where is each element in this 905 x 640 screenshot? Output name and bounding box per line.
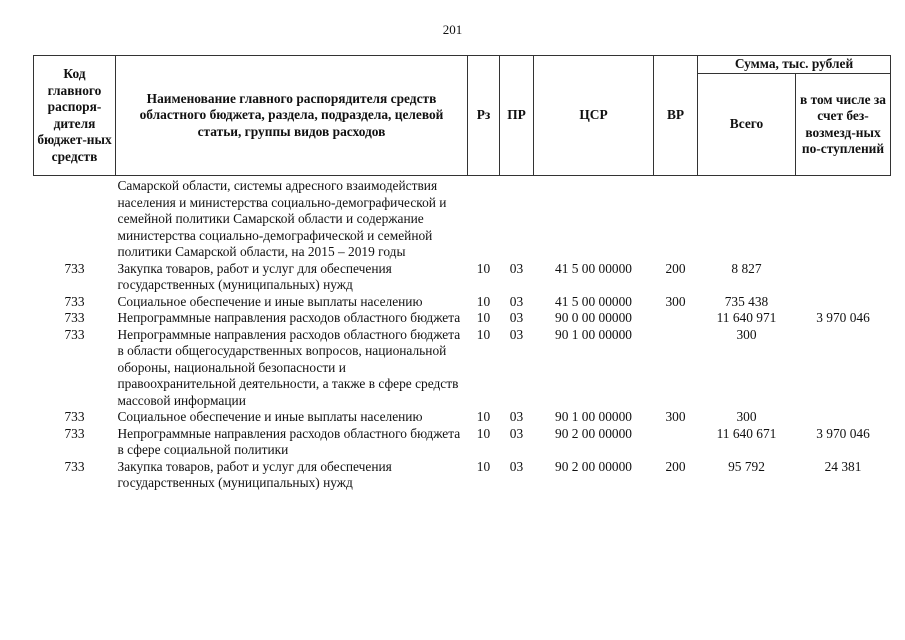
table-row: [34, 409, 891, 426]
cell-vr: 200: [665, 458, 686, 474]
header-pr: ПР: [500, 56, 534, 176]
cell-rz: [468, 178, 500, 261]
cell-including: 3 970 046: [816, 425, 870, 441]
cell-rz: 10: [476, 425, 491, 441]
cell-including: 3 970 046: [816, 310, 870, 325]
header-name: Наименование главного распорядителя средств областного бюджета, раздела, подраздела, целевой статьи, группы видов расходов: [116, 56, 468, 176]
cell-total: 735 438: [724, 293, 769, 309]
cell-csr: 90 1 00 00000: [555, 409, 632, 424]
header-including: в том числе за счет без-возмезд-ных по-ступлений: [796, 74, 891, 176]
cell-pr: 03: [509, 310, 524, 325]
cell-code: 733: [64, 409, 85, 424]
cell-vr: [654, 178, 698, 261]
cell-code: 733: [64, 293, 85, 309]
cell-name: Социальное обеспечение и иные выплаты населению: [117, 409, 423, 424]
cell-including: [796, 409, 891, 426]
cell-pr: 03: [509, 425, 524, 441]
cell-name: Непрограммные направления расходов областного бюджета в сфере социальной политики: [117, 425, 461, 457]
cell-rz: 10: [476, 458, 491, 474]
cell-including: [796, 327, 891, 410]
cell-pr: 03: [509, 260, 524, 276]
cell-pr: 03: [509, 409, 524, 424]
cell-total: [698, 178, 796, 261]
cell-code: 733: [64, 458, 85, 474]
cell-total: 11 640 671: [716, 425, 777, 441]
cell-csr: 41 5 00 00000: [555, 293, 632, 309]
cell-including: 24 381: [824, 458, 862, 474]
table-row: [34, 178, 891, 261]
cell-total: 95 792: [728, 458, 765, 474]
cell-pr: 03: [509, 326, 524, 342]
cell-including: [796, 294, 891, 311]
table-row: [34, 426, 891, 459]
cell-csr: 90 2 00 00000: [555, 425, 632, 441]
cell-csr: 90 2 00 00000: [555, 458, 632, 474]
cell-pr: 03: [509, 293, 524, 309]
cell-total: 8 827: [731, 260, 762, 276]
header-total: Всего: [698, 74, 796, 176]
cell-code: 733: [64, 425, 85, 441]
cell-total: 11 640 971: [716, 310, 777, 325]
page-number: 201: [442, 22, 463, 37]
cell-pr: [500, 178, 534, 261]
table-row: [34, 459, 891, 492]
cell-vr: 300: [665, 293, 686, 309]
cell-rz: 10: [476, 293, 491, 309]
cell-code: [34, 178, 116, 261]
cell-name: Закупка товаров, работ и услуг для обеспечения государственных (муниципальных) нужд: [117, 458, 392, 490]
cell-rz: 10: [476, 260, 491, 276]
cell-vr: [654, 426, 698, 459]
cell-including: [796, 178, 891, 261]
cell-code: 733: [64, 326, 85, 342]
cell-total: 300: [736, 409, 757, 424]
cell-code: 733: [64, 260, 85, 276]
cell-rz: 10: [476, 409, 491, 424]
cell-name: Социальное обеспечение и иные выплаты населению: [117, 293, 423, 309]
cell-total: 300: [736, 326, 757, 342]
cell-name: Закупка товаров, работ и услуг для обеспечения государственных (муниципальных) нужд: [117, 260, 392, 292]
cell-code: 733: [64, 310, 85, 325]
cell-name: Самарской области, системы адресного взаимодействия населения и министерства социально-демографической и семейной политики Самарской области и содержание министерства социально-демографической и семейной политики Самарской области, на 2015 – 2019 годы: [117, 178, 447, 259]
cell-rz: 10: [476, 326, 491, 342]
cell-name: Непрограммные направления расходов областного бюджета в области общегосударственных вопросов, национальной обороны, национальной безопасности и правоохранительной деятельности, а также в сфере средств массовой информации: [117, 326, 461, 408]
header-vr: ВР: [654, 56, 698, 176]
cell-rz: 10: [476, 310, 491, 325]
cell-vr: [654, 327, 698, 410]
cell-pr: 03: [509, 458, 524, 474]
header-csr: ЦСР: [534, 56, 654, 176]
cell-vr: 200: [665, 260, 686, 276]
cell-vr: 300: [665, 409, 686, 424]
header-rz: Рз: [468, 56, 500, 176]
cell-csr: 90 1 00 00000: [555, 326, 632, 342]
table-body: [34, 176, 891, 492]
header-code: Код главного распоря-дителя бюджет-ных средств: [34, 56, 116, 176]
table-row: [34, 261, 891, 294]
cell-vr: [654, 310, 698, 327]
cell-csr: 90 0 00 00000: [555, 310, 632, 325]
cell-csr: 41 5 00 00000: [555, 260, 632, 276]
table-row: [34, 327, 891, 410]
budget-table: [33, 55, 891, 492]
cell-csr: [534, 178, 654, 261]
cell-including: [796, 261, 891, 294]
table-row: [34, 294, 891, 311]
cell-name: Непрограммные направления расходов областного бюджета: [117, 310, 461, 325]
header-sum: Сумма, тыс. рублей: [698, 56, 891, 74]
table-row: [34, 310, 891, 327]
